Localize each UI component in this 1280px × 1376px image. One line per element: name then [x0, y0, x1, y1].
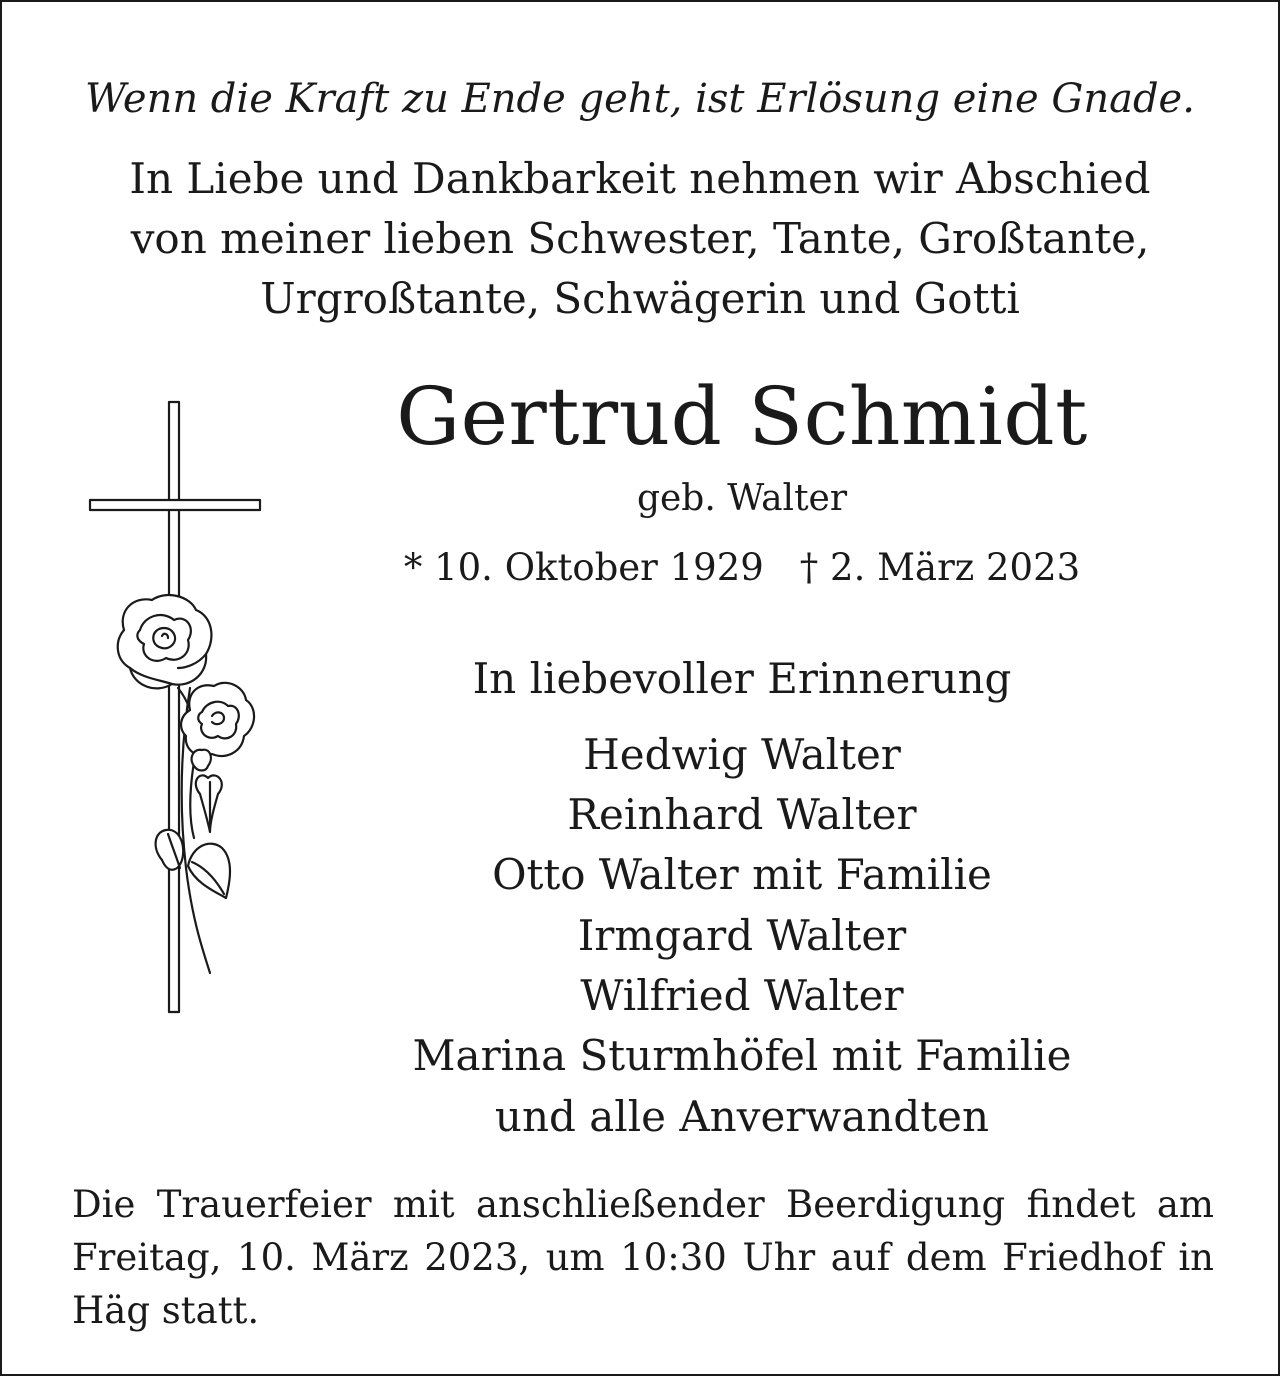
intro-line-1: In Liebe und Dankbarkeit nehmen wir Abschied [129, 154, 1151, 203]
mourner-name: Wilfried Walter [580, 971, 904, 1020]
birth-date: * 10. Oktober 1929 [403, 546, 764, 589]
mourner-name: und alle Anverwandten [494, 1092, 990, 1141]
mourner-name: Marina Sturmhöfel mit Familie [412, 1031, 1072, 1080]
intro-line-2: von meiner lieben Schwester, Tante, Großtante, [130, 214, 1150, 263]
motto: Wenn die Kraft zu Ende geht, ist Erlösung eine Gnade. [85, 76, 1195, 122]
deceased-name: Gertrud Schmidt [396, 370, 1088, 463]
remembrance-heading: In liebevoller Erinnerung [472, 654, 1012, 703]
mourner-name: Irmgard Walter [577, 911, 907, 960]
mourner-name: Hedwig Walter [583, 730, 901, 779]
death-date: † 2. März 2023 [799, 546, 1081, 589]
maiden-name: geb. Walter [636, 478, 848, 519]
mourner-name: Otto Walter mit Familie [492, 850, 992, 899]
life-dates [252, 546, 1232, 589]
funeral-notice: Die Trauerfeier mit anschließender Beerdigung findet am Freitag, 10. März 2023, um 10:30 Uhr auf dem Friedhof in Häg statt. [72, 1183, 1214, 1332]
cross-with-roses-icon [82, 398, 272, 1018]
intro-line-3: Urgroßtante, Schwägerin und Gotti [260, 274, 1020, 323]
mourner-name: Reinhard Walter [567, 790, 917, 839]
